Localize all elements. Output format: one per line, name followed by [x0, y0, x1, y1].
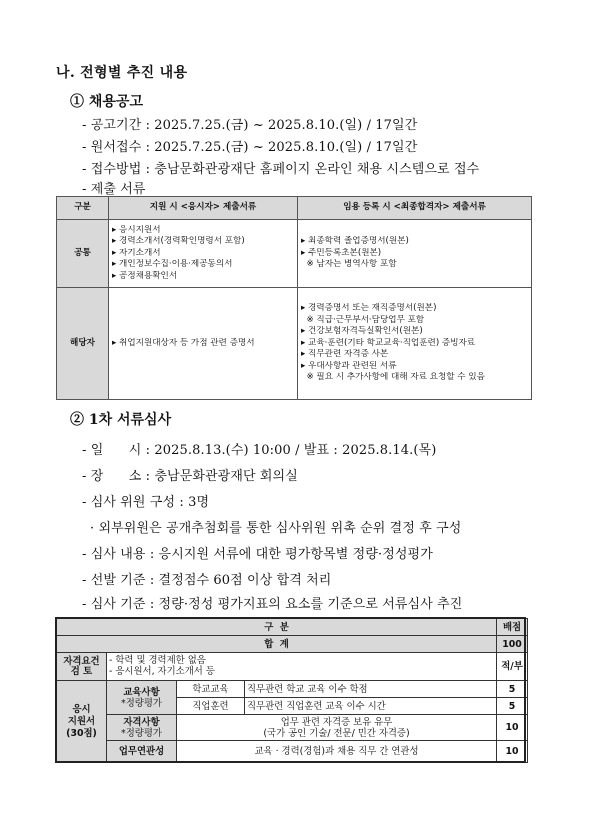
edu-desc: 직무관련 직업훈련 교육 이수 시간 [245, 698, 497, 715]
list-item: - 응시원서, 자기소개서 등 [109, 665, 215, 677]
qualification-title: 자격사항 [123, 716, 160, 728]
application-method: - 접수방법 : 충남문화관광재단 홈페이지 온라인 채용 시스템으로 접수 [82, 162, 480, 177]
list-item: ▸ 직무관련 자격증 사본 [301, 349, 389, 360]
step1-title: ① 채용공고 [70, 94, 143, 110]
header-final-docs: 임용 등록 시 <최종합격자> 제출서류 [298, 197, 532, 220]
list-item: ▸ 교육·훈련(기타 학교교육·직업훈련) 증빙자료 [301, 337, 476, 348]
list-item: ▸ 우대사항과 관련된 서류 [301, 360, 397, 371]
review-criteria: - 심사 기준 : 정량·정성 평가지표의 요소를 기준으로 서류심사 추진 [82, 597, 463, 612]
table-row [57, 681, 528, 698]
posting-period: - 공고기간 : 2025.7.25.(금) ~ 2025.8.10.(일) / 17일간 [82, 118, 418, 133]
score-table [56, 618, 528, 763]
common-apply-docs [109, 220, 298, 288]
review-committee: - 심사 위원 구성 : 3명 [82, 495, 210, 510]
table-row [57, 653, 528, 681]
table-row [57, 619, 528, 636]
list-item: ▸ 자기소개서 [112, 247, 161, 258]
qualification-label [107, 715, 177, 741]
edu-score: 5 [497, 681, 528, 698]
list-item: ▸ 주민등록초본(원본) [301, 247, 382, 258]
common-final-docs [298, 220, 532, 288]
eligible-final-docs [298, 288, 532, 400]
education-label [107, 681, 177, 715]
header-applicant-docs: 지원 시 <응시자> 제출서류 [109, 197, 298, 220]
job-relevance-desc: 교육 · 경력(경험)과 채용 직무 간 연관성 [177, 741, 497, 763]
list-item: ※ 직급·근무부서·담당업무 포함 [301, 314, 425, 325]
table-row [57, 715, 528, 741]
table-row [57, 288, 532, 400]
total-score: 100 [497, 636, 528, 653]
selection-criteria: - 선발 기준 : 결정점수 60점 이상 합격 처리 [82, 573, 332, 588]
row-label-eligible: 해당자 [57, 288, 109, 400]
review-content: - 심사 내용 : 응시지원 서류에 대한 평가항목별 정량·정성평가 [82, 547, 433, 562]
list-item: ※ 남자는 병역사항 포함 [301, 259, 397, 270]
review-location: - 장 소 : 충남문화관광재단 회의실 [82, 469, 298, 484]
documents-table [56, 196, 532, 400]
review-items [107, 653, 497, 681]
table-row [57, 220, 532, 288]
qualification-desc-line: (국가 공인 기술/ 전문/ 민간 자격증) [263, 727, 410, 739]
list-item: ▸ 취업지원대상자 등 가점 관련 증명서 [112, 337, 255, 348]
list-item: - 학력 및 경력제한 없음 [109, 655, 206, 666]
review-score: 적/부 [497, 653, 528, 681]
list-item: ▸ 건강보험자격득실확인서(원본) [301, 326, 423, 337]
edu-desc: 직무관련 학교 교육 이수 학점 [245, 681, 497, 698]
education-sub: *정량평가 [121, 697, 162, 709]
header-category: 구 분 [57, 619, 497, 636]
documents-table-header [57, 197, 532, 220]
list-item: ▸ 최종학력 졸업증명서(원본) [301, 236, 409, 247]
list-item: ▸ 개인정보수집·이용·제공동의서 [112, 259, 233, 270]
table-row [57, 636, 528, 653]
job-relevance-score: 10 [497, 741, 528, 763]
job-relevance-label: 업무연관성 [107, 741, 177, 763]
application-period: - 원서접수 : 2025.7.25.(금) ~ 2025.8.10.(일) / 17일간 [82, 140, 418, 155]
qualification-desc [177, 715, 497, 741]
list-item: ※ 필요 시 추가사항에 대해 자료 요청할 수 있음 [301, 372, 485, 383]
edu-type: 학교교육 [177, 681, 245, 698]
table-row [57, 741, 528, 763]
list-item: ▸ 공정채용확인서 [112, 270, 178, 281]
edu-type: 직업훈련 [177, 698, 245, 715]
section-title: 나. 전형별 추진 내용 [56, 65, 188, 81]
header-category: 구분 [57, 197, 109, 220]
list-item: ▸ 경력증명서 또는 재직증명서(원본) [301, 302, 437, 313]
documents-heading: - 제출 서류 [82, 182, 146, 197]
step2-title: ② 1차 서류심사 [70, 412, 172, 428]
row-label-common: 공통 [57, 220, 109, 288]
qualification-sub: *정량평가 [121, 727, 162, 739]
qualification-desc-line: 업무 관련 자격증 보유 유무 [280, 716, 393, 728]
review-datetime: - 일 시 : 2025.8.13.(수) 10:00 / 발표 : 2025.8.14.(목) [82, 443, 437, 458]
list-item: ▸ 경력소개서(경력확인명령서 포함) [112, 236, 245, 247]
eligible-apply-docs [109, 288, 298, 400]
edu-score: 5 [497, 698, 528, 715]
external-member-note: · 외부위원은 공개추첨회를 통한 심사위원 위촉 순위 결정 후 구성 [90, 521, 462, 536]
qualification-score: 10 [497, 715, 528, 741]
header-score: 배점 [497, 619, 528, 636]
total-label: 합 계 [57, 636, 497, 653]
review-label: 자격요건 검 토 [57, 653, 107, 681]
application-label: 응시 지원서 (30점) [57, 681, 107, 763]
education-title: 교육사항 [123, 686, 160, 698]
list-item: ▸ 응시지원서 [112, 224, 161, 235]
